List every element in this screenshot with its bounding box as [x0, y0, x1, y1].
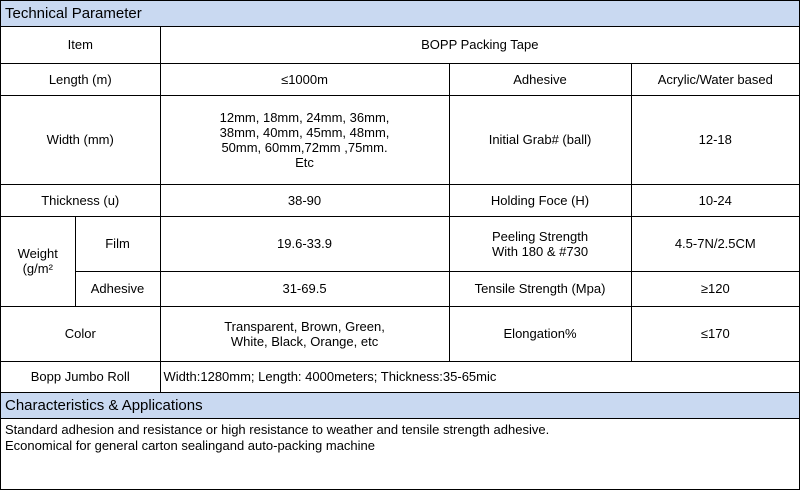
table-row	[1, 63, 799, 95]
table-row	[1, 95, 799, 184]
parameter-table	[1, 27, 799, 393]
width-value	[160, 95, 449, 184]
width-label: Width (mm)	[1, 95, 160, 184]
initial-grab-label: Initial Grab# (ball)	[449, 95, 631, 184]
color-line-1: Transparent, Brown, Green,	[224, 318, 385, 334]
weight-label-line-1: Weight	[17, 246, 58, 261]
holding-force-label: Holding Foce (H)	[449, 184, 631, 216]
tensile-strength-label: Tensile Strength (Mpa)	[449, 271, 631, 306]
adhesive-value: Acrylic/Water based	[631, 63, 799, 95]
characteristics-line-2: Economical for general carton sealingand auto-packing machine	[5, 437, 375, 453]
color-value	[160, 306, 449, 361]
width-line-1: 12mm, 18mm, 24mm, 36mm,	[219, 109, 390, 125]
initial-grab-value: 12-18	[631, 95, 799, 184]
thickness-label: Thickness (u)	[1, 184, 160, 216]
color-label: Color	[1, 306, 160, 361]
characteristics-header: Characteristics & Applications	[1, 393, 799, 419]
weight-label	[1, 216, 75, 306]
width-line-2: 38mm, 40mm, 45mm, 48mm,	[219, 124, 390, 140]
holding-force-value: 10-24	[631, 184, 799, 216]
color-line-2: White, Black, Orange, etc	[230, 333, 379, 349]
film-label: Film	[75, 216, 160, 271]
film-value: 19.6-33.9	[160, 216, 449, 271]
table-row	[1, 27, 799, 63]
length-label: Length (m)	[1, 63, 160, 95]
item-value: BOPP Packing Tape	[160, 27, 799, 63]
table-row	[1, 271, 799, 306]
peeling-strength-label	[449, 216, 631, 271]
weight-adhesive-label: Adhesive	[75, 271, 160, 306]
tensile-strength-value: ≥120	[631, 271, 799, 306]
characteristics-body	[1, 419, 799, 457]
peeling-label-line-1: Peeling Strength	[491, 228, 589, 244]
thickness-value: 38-90	[160, 184, 449, 216]
weight-label-line-2: (g/m²	[22, 261, 53, 276]
peeling-label-line-2: With 180 & #730	[491, 243, 589, 259]
item-label: Item	[1, 27, 160, 63]
characteristics-line-1: Standard adhesion and resistance or high resistance to weather and tensile strength adhesive.	[5, 421, 550, 437]
adhesive-label: Adhesive	[449, 63, 631, 95]
elongation-value: ≤170	[631, 306, 799, 361]
weight-adhesive-value: 31-69.5	[160, 271, 449, 306]
technical-parameter-header: Technical Parameter	[1, 1, 799, 27]
length-value: ≤1000m	[160, 63, 449, 95]
table-row	[1, 306, 799, 361]
width-line-3: 50mm, 60mm,72mm ,75mm.	[221, 139, 388, 155]
peeling-strength-value: 4.5-7N/2.5CM	[631, 216, 799, 271]
jumbo-roll-label: Bopp Jumbo Roll	[1, 361, 160, 392]
table-row	[1, 184, 799, 216]
table-row	[1, 216, 799, 271]
table-row	[1, 361, 799, 392]
width-line-4: Etc	[295, 154, 314, 170]
elongation-label: Elongation%	[449, 306, 631, 361]
jumbo-roll-value: Width:1280mm; Length: 4000meters; Thickness:35-65mic	[160, 361, 799, 392]
